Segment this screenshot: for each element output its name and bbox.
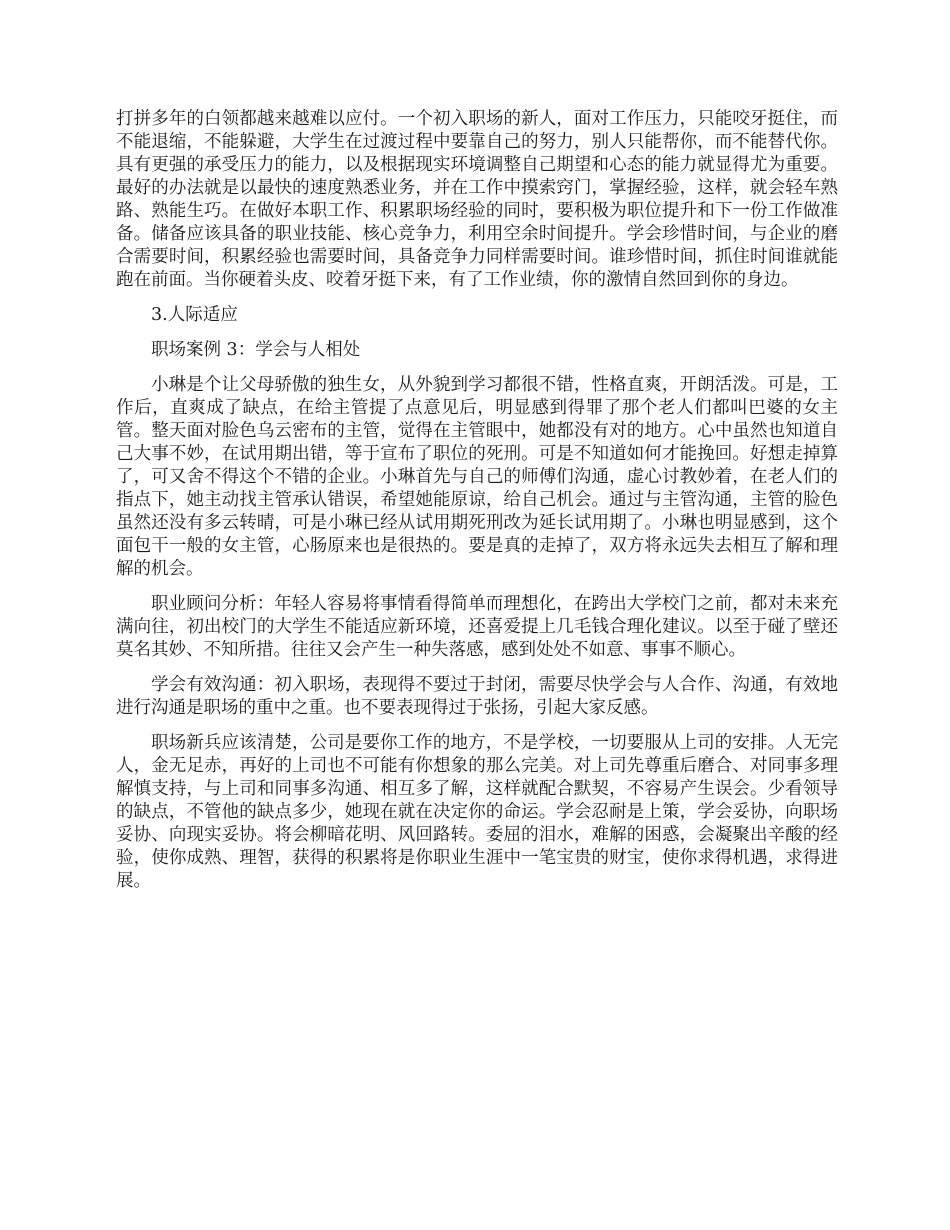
paragraph-effective-communication: 学会有效沟通：初入职场，表现得不要过于封闭，需要尽快学会与人合作、沟通，有效地进行沟通是职场的重中之重。也不要表现得过于张扬，引起大家反感。 xyxy=(116,675,838,718)
document-body xyxy=(116,108,838,905)
paragraph-case-story: 小琳是个让父母骄傲的独生女，从外貌到学习都很不错，性格直爽，开朗活泼。可是，工作后，直爽成了缺点，在给主管提了点意见后，明显感到得罪了那个老人们都叫巴婆的女主管。整天面对脸色乌云密布的主管，觉得在主管眼中，她都没有对的地方。心中虽然也知道自己大事不妙，在试用期出错，等于宣布了职位的死刑。可是不知道如何才能挽回。好想走掉算了，可又舍不得这个不错的企业。小琳首先与自己的师傅们沟通，虚心讨教妙着，在老人们的指点下，她主动找主管承认错误，希望她能原谅，给自己机会。通过与主管沟通，主管的脸色虽然还没有多云转晴，可是小琳已经从试用期死刑改为延长试用期了。小琳也明显感到，这个面包干一般的女主管，心肠原来也是很热的。要是真的走掉了，双方将永远失去相互了解和理解的机会。 xyxy=(116,375,838,579)
paragraph-newcomer-advice: 职场新兵应该清楚，公司是要你工作的地方，不是学校，一切要服从上司的安排。人无完人，金无足赤，再好的上司也不可能有你想象的那么完美。对上司先尊重后磨合、对同事多理解慎支持，与上司和同事多沟通、相互多了解，这样就配合默契，不容易产生误会。少看领导的缺点，不管他的缺点多少，她现在就在决定你的命运。学会忍耐是上策，学会妥协，向职场妥协、向现实妥协。将会柳暗花明、风回路转。委屈的泪水，难解的困惑，会凝聚出辛酸的经验，使你成熟、理智，获得的积累将是你职业生涯中一笔宝贵的财宝，使你求得机遇，求得进展。 xyxy=(116,733,838,891)
paragraph-advisor-analysis: 职业顾问分析：年轻人容易将事情看得简单而理想化，在跨出大学校门之前，都对未来充满向往，初出校门的大学生不能适应新环境，还喜爱提上几毛钱合理化建议。以至于碰了壁还莫名其妙、不知所措。往往又会产生一种失落感，感到处处不如意、事事不顺心。 xyxy=(116,594,838,660)
paragraph-pressure: 打拼多年的白领都越来越难以应付。一个初入职场的新人，面对工作压力，只能咬牙挺住，而不能退缩，不能躲避，大学生在过渡过程中要靠自己的努力，别人只能帮你，而不能替代你。具有更强的承受压力的能力，以及根据现实环境调整自己期望和心态的能力就显得尤为重要。最好的办法就是以最快的速度熟悉业务，并在工作中摸索窍门，掌握经验，这样，就会轻车熟路、熟能生巧。在做好本职工作、积累职场经验的同时，要积极为职位提升和下一份工作做准备。储备应该具备的职业技能、核心竞争力，利用空余时间提升。学会珍惜时间，与企业的磨合需要时间，积累经验也需要时间，具备竞争力同样需要时间。谁珍惜时间，抓住时间谁就能跑在前面。当你硬着头皮、咬着牙挺下来，有了工作业绩，你的激情自然回到你的身边。 xyxy=(116,109,838,290)
case-title: 职场案例 3：学会与人相处 xyxy=(151,340,361,360)
section-heading-interpersonal: 3.人际适应 xyxy=(151,305,238,325)
